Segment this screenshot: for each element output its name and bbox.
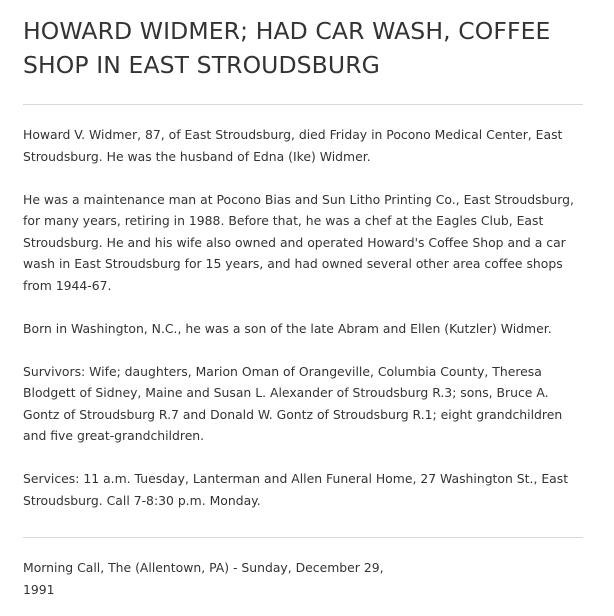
paragraph-survivors: Survivors: Wife; daughters, Marion Oman of Orangeville, Columbia County, Theresa Blodgett of Sidney, Maine and Susan L. Alexander of Stroudsburg R.3; sons, Bruce A. Gontz of Stroudsburg R.7 and Donald W. Gontz of Stroudsburg R.1; eight grandchildren and five great-grandchildren.: [23, 363, 563, 443]
title-divider: [23, 104, 583, 105]
paragraph-death-notice: Howard V. Widmer, 87, of East Stroudsburg, died Friday in Pocono Medical Center, East Stroudsburg. He was the husband of Edna (Ike) Widmer.: [23, 127, 563, 164]
article: [23, 14, 583, 600]
paragraph-career: He was a maintenance man at Pocono Bias and Sun Litho Printing Co., East Stroudsburg, for many years, retiring in 1988. Before that, he was a chef at the Eagles Club, East Stroudsburg. He and his wife also owned and operated Howard's Coffee Shop and a car wash in East Stroudsburg for 15 years, and had owned several other area coffee shops from 1944-67.: [23, 191, 574, 293]
paragraph-birth: Born in Washington, N.C., he was a son of the late Abram and Ellen (Kutzler) Widmer.: [23, 320, 552, 336]
article-source: Morning Call, The (Allentown, PA) - Sunday, December 29, 1991: [23, 560, 384, 597]
source-divider: [23, 537, 583, 538]
article-body: [23, 124, 583, 511]
paragraph-services: Services: 11 a.m. Tuesday, Lanterman and Allen Funeral Home, 27 Washington St., East Stroudsburg. Call 7-8:30 p.m. Monday.: [23, 471, 569, 508]
article-title: HOWARD WIDMER; HAD CAR WASH, COFFEE SHOP IN EAST STROUDSBURG: [23, 17, 551, 79]
